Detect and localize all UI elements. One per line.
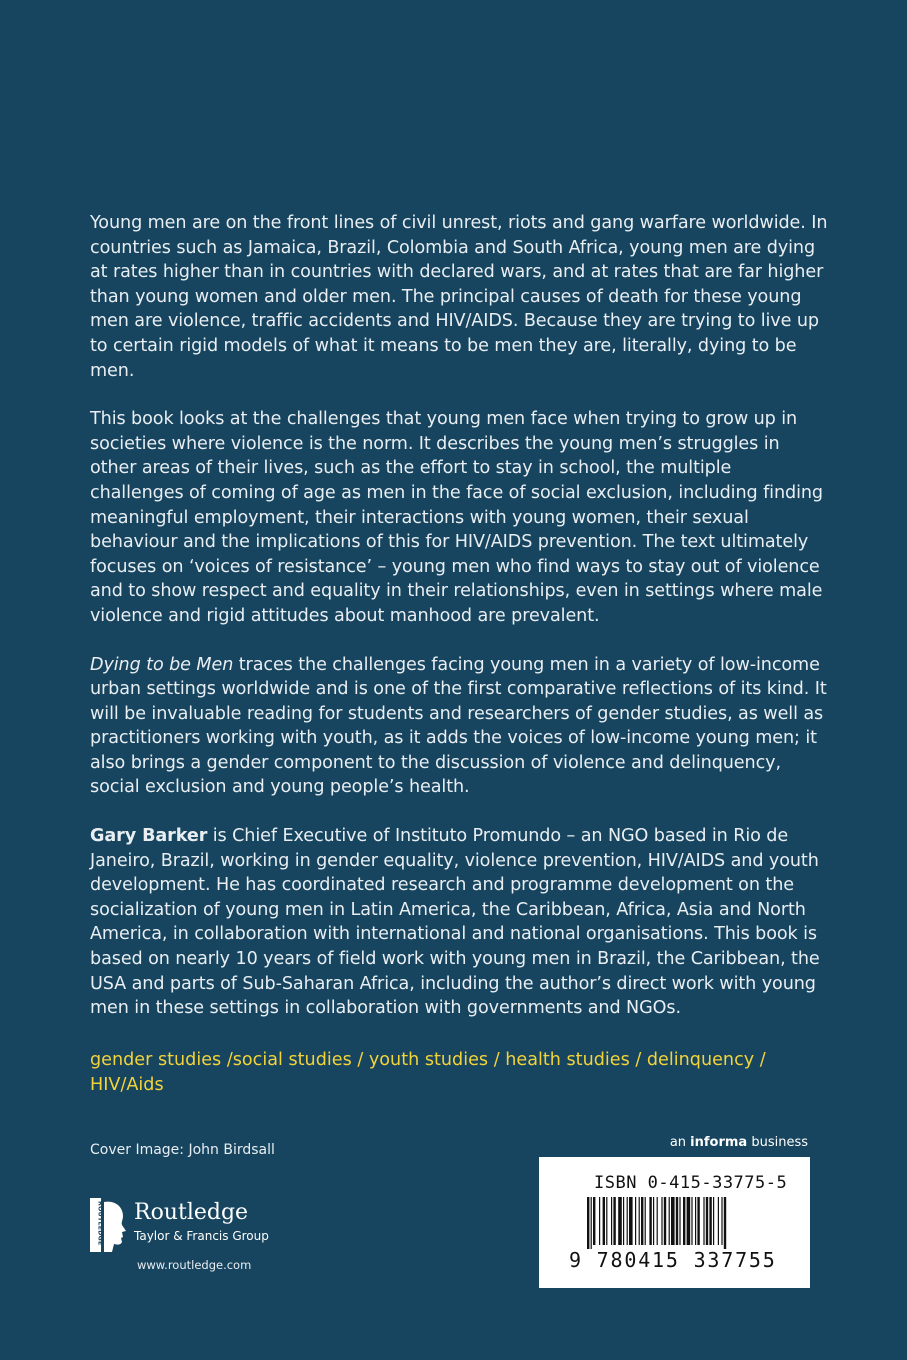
barcode-bar	[679, 1197, 680, 1245]
blurb-paragraph-2: This book looks at the challenges that young men face when trying to grow up in societies where violence is the norm. It describes the young men’s struggles in other areas of their lives, such as the effort to stay in school, the multiple challenges of coming of age as men in the face of social exclusion, including finding meaningful employment, their interactions with young women, their sexual behaviour and the implications of this for HIV/AIDS prevention. The text ultimately focuses on ‘voices of resistance’ – young men who find ways to stay out of violence and to show respect and equality in their relationships, even in settings where male violence and rigid attitudes about manhood are prevalent.	[90, 409, 823, 626]
barcode-bar	[695, 1197, 696, 1245]
barcode-bars	[587, 1197, 769, 1249]
routledge-logo	[90, 1196, 270, 1256]
barcode-bar	[724, 1197, 726, 1249]
routledge-vertical-text: ROUTLEDGE	[96, 1201, 104, 1246]
author-bio	[90, 824, 830, 1021]
isbn-number: ISBN 0-415-33775-5	[594, 1173, 788, 1193]
barcode-bar	[639, 1197, 640, 1245]
publisher-name: Routledge	[134, 1200, 249, 1225]
barcode-bar	[687, 1197, 691, 1245]
barcode-bar	[613, 1197, 615, 1245]
barcode-bar	[676, 1197, 678, 1245]
author-name: Gary Barker	[90, 826, 208, 847]
informa-prefix: an	[669, 1135, 691, 1150]
cover-image-credit: Cover Image: John Birdsall	[90, 1142, 275, 1158]
book-title: Dying to be Men	[90, 654, 234, 675]
barcode-bar	[629, 1197, 633, 1245]
barcode-bar	[623, 1197, 624, 1245]
barcode-bar	[591, 1197, 592, 1249]
barcode-bar	[606, 1197, 607, 1245]
publisher-group: Taylor & Francis Group	[134, 1229, 269, 1243]
barcode-bar	[657, 1197, 658, 1245]
barcode-bar	[587, 1197, 589, 1249]
barcode-bar	[671, 1197, 675, 1245]
blurb-paragraph-1: Young men are on the front lines of civil unrest, riots and gang warfare worldwide. In countries such as Jamaica, Brazil, Colombia and South Africa, young men are dying at rates higher than in countries with declared wars, and at rates that are far higher than young women and older men. The principal causes of death for these young men are violence, traffic accidents and HIV/AIDS. Because they are trying to live up to certain rigid models of what it means to be men they are, literally, dying to be men.	[90, 213, 828, 381]
barcode-bar	[653, 1197, 654, 1245]
barcode-bar	[635, 1197, 636, 1245]
barcode-bar	[683, 1197, 685, 1245]
barcode-bar	[603, 1197, 605, 1245]
barcode-bar	[703, 1197, 704, 1245]
barcode-bar	[691, 1197, 692, 1245]
barcode-bar	[611, 1197, 612, 1245]
barcode-bar	[713, 1197, 714, 1245]
informa-business-tagline	[602, 1135, 808, 1150]
barcode-bar	[599, 1197, 600, 1245]
blurb-paragraph-3-text: traces the challenges facing young men in a variety of low-income urban settings worldwide and is one of the first comparative reflections of its kind. It will be invaluable reading for students and researchers of gender studies, as well as practitioners working with youth, as it adds the voices of low-income young men; it also brings a gender component to the discussion of violence and delinquency, social exclusion and young people’s health.	[90, 654, 827, 798]
barcode-bar	[664, 1197, 666, 1245]
back-cover-blurb	[90, 211, 830, 1045]
barcode-bar	[709, 1197, 711, 1245]
subject-categories: gender studies /social studies / youth studies / health studies / delinquency / HIV/Aids	[90, 1050, 766, 1095]
barcode-bar	[669, 1197, 670, 1245]
informa-brand: informa	[690, 1135, 748, 1150]
barcode-bar	[706, 1197, 708, 1245]
informa-suffix: business	[747, 1135, 808, 1150]
barcode-bar	[593, 1197, 595, 1245]
isbn-barcode	[539, 1157, 810, 1288]
barcode-bar	[645, 1197, 646, 1245]
barcode-bar	[718, 1197, 719, 1245]
barcode-bar	[649, 1197, 651, 1245]
blurb-paragraph-3	[90, 653, 830, 801]
barcode-bar	[641, 1197, 643, 1245]
publisher-website: www.routledge.com	[137, 1258, 252, 1272]
barcode-bar	[697, 1197, 699, 1245]
barcode-bar	[721, 1197, 722, 1245]
barcode-bar	[627, 1197, 628, 1245]
routledge-head-icon	[90, 1198, 130, 1252]
barcode-bar	[618, 1197, 622, 1245]
barcode-bar	[661, 1197, 662, 1245]
ean-number: 9 780415 337755	[569, 1248, 777, 1272]
author-bio-text: is Chief Executive of Instituto Promundo – an NGO based in Rio de Janeiro, Brazil, working in gender equality, violence prevention, HIV/AIDS and youth development. He has coordinated research and programme development on the socialization of young men in Latin America, the Caribbean, Africa, Asia and North America, in collaboration with international and national organisations. This book is based on nearly 10 years of field work with young men in Brazil, the Caribbean, the USA and parts of Sub-Saharan Africa, including the author’s direct work with young men in these settings in collaboration with governments and NGOs.	[90, 826, 820, 1019]
